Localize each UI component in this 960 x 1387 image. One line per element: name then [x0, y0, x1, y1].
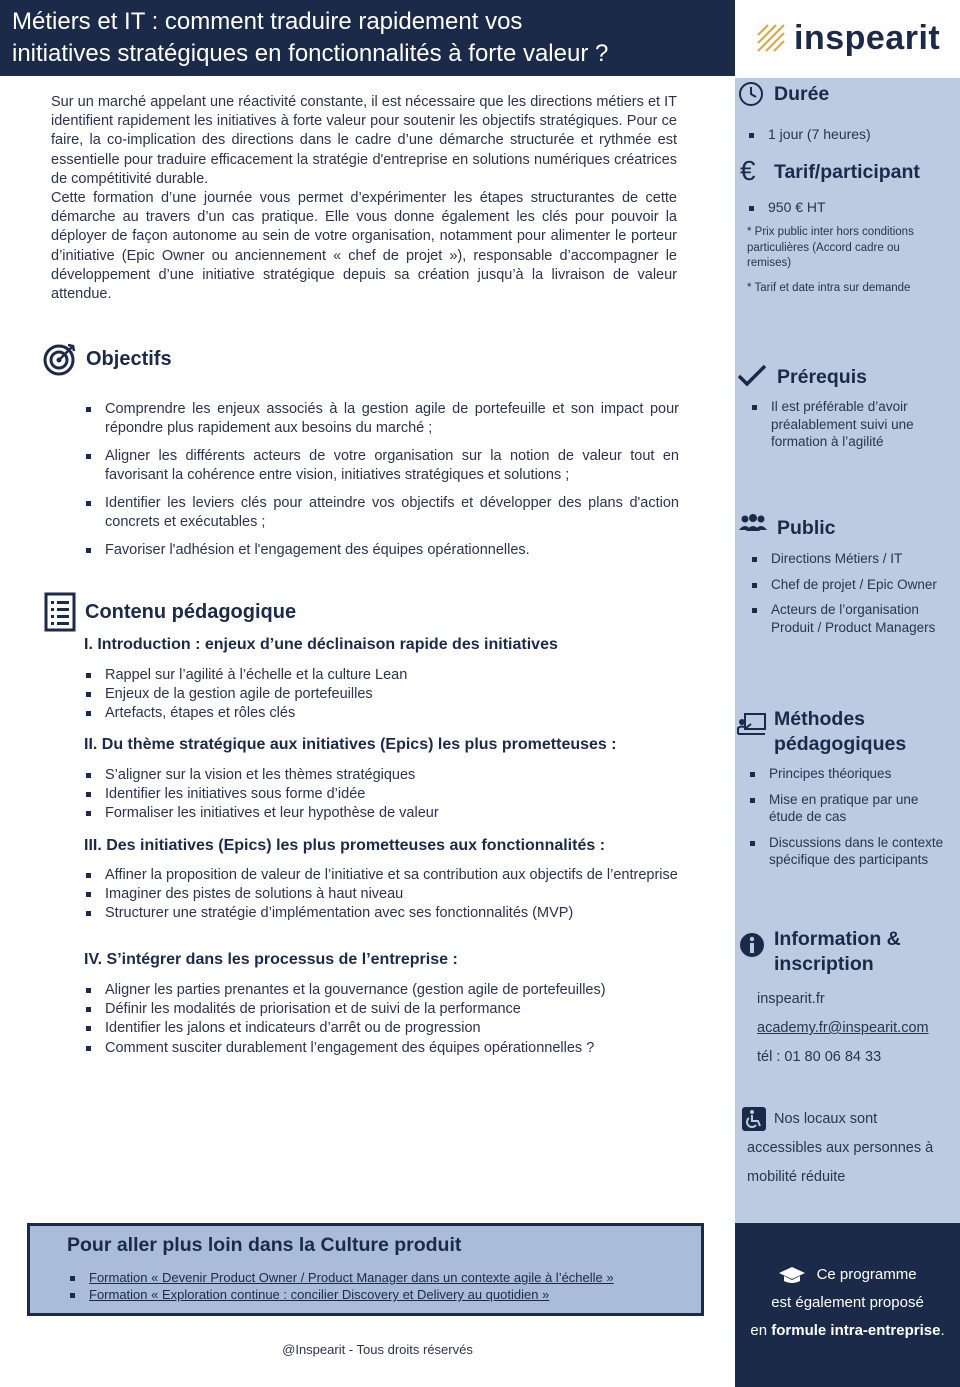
objectifs-heading [42, 341, 172, 377]
methodes-title-line1: Méthodes [774, 708, 866, 730]
contenu-heading [44, 592, 296, 632]
users-icon [738, 513, 768, 533]
access-text [747, 1105, 933, 1192]
list-item: Il est préférable d’avoir préalablement suivi une formation à l’agilité [749, 398, 939, 451]
tarif-list [746, 199, 946, 225]
part-4-title: IV. S’intégrer dans les processus de l’entreprise : [84, 951, 458, 968]
intro-text [51, 93, 677, 304]
list-item: Imaginer des pistes de solutions à haut niveau [83, 885, 679, 904]
logo-text: inspearit [794, 18, 941, 57]
list-item: 950 € HT [746, 199, 946, 217]
phone-number: tél : 01 80 06 84 33 [757, 1049, 882, 1065]
intra-line-3: en formule intra-entreprise. [750, 1322, 945, 1339]
list-item: Rappel sur l’agilité à l’échelle et la culture Lean [83, 666, 679, 685]
list-item: Principes théoriques [747, 765, 947, 783]
list-item: Comment susciter durablement l’engagement des équipes opérationnelles ? [83, 1039, 679, 1058]
list-item: S’aligner sur la vision et les thèmes stratégiques [83, 766, 679, 785]
part-2-title: II. Du thème stratégique aux initiatives (Epics) les plus prometteuses : [84, 736, 617, 753]
public-list [749, 550, 954, 644]
access-line-3: mobilité réduite [747, 1169, 846, 1185]
part-4-list [83, 981, 679, 1058]
list-item: Identifier les initiatives sous forme d’idée [83, 785, 679, 804]
clock-icon [738, 81, 764, 107]
list-item: Acteurs de l’organisation Produit / Product Managers [749, 601, 954, 636]
public-title: Public [777, 517, 836, 539]
list-item: Artefacts, étapes et rôles clés [83, 704, 679, 723]
list-item: Favoriser l'adhésion et l'engagement des équipes opérationnelles. [83, 541, 679, 560]
checklist-icon [44, 592, 76, 632]
logo-mark-icon [756, 23, 786, 53]
list-item [67, 1269, 614, 1286]
page-title-line1: Métiers et IT : comment traduire rapidement vos [12, 8, 523, 35]
intra-line-2: est également proposé [771, 1294, 924, 1311]
list-item: Formaliser les initiatives et leur hypothèse de valeur [83, 804, 679, 823]
list-item: Définir les modalités de priorisation et de suivi de la performance [83, 1000, 679, 1019]
part-3-title: III. Des initiatives (Epics) les plus prometteuses aux fonctionnalités : [84, 837, 606, 854]
objectifs-title: Objectifs [86, 347, 172, 370]
prerequis-title: Prérequis [777, 366, 867, 388]
inspearit-logo[interactable] [756, 18, 946, 58]
list-item [67, 1286, 614, 1303]
info-contact [757, 985, 929, 1072]
list-item: Aligner les parties prenantes et la gouvernance (gestion agile de portefeuilles) [83, 981, 679, 1000]
list-item: Chef de projet / Epic Owner [749, 576, 954, 594]
contenu-title: Contenu pédagogique [85, 600, 297, 623]
duree-title: Durée [774, 83, 830, 105]
list-item: Affiner la proposition de valeur de l’initiative et sa contribution aux objectifs de l’entreprise [83, 866, 679, 885]
part-2-list [83, 766, 679, 824]
euro-icon: € [740, 155, 756, 186]
methodes-title [774, 707, 906, 757]
teaching-board-icon [737, 712, 767, 736]
access-line-1: Nos locaux sont [774, 1111, 878, 1127]
list-item: Aligner les différents acteurs de votre organisation sur la notion de valeur tout en favorisant la cohérence entre vision, initiatives stratégiques et solutions ; [83, 447, 679, 485]
website-link[interactable]: inspearit.fr [757, 991, 825, 1007]
formation-link-product-owner[interactable]: Formation « Devenir Product Owner / Product Manager dans un contexte agile à l’échelle » [89, 1270, 614, 1285]
info-title [774, 927, 901, 977]
list-item: Identifier les leviers clés pour atteindre vos objectifs et développer des plans d'action concrets et exécutables ; [83, 494, 679, 532]
objectifs-list [83, 400, 679, 569]
list-item: Identifier les jalons et indicateurs d’arrêt ou de progression [83, 1019, 679, 1038]
tarif-note-2: * Tarif et date intra sur demande [747, 282, 911, 294]
access-line-2: accessibles aux personnes à [747, 1140, 934, 1156]
part-1-title: I. Introduction : enjeux d’une déclinaison rapide des initiatives [84, 636, 558, 653]
list-item: 1 jour (7 heures) [746, 126, 946, 144]
methodes-title-line2: pédagogiques [774, 733, 907, 755]
intra-box [735, 1223, 960, 1387]
part-3-list [83, 866, 679, 924]
target-icon [42, 341, 78, 377]
duree-list [746, 126, 946, 152]
checkmark-icon [737, 364, 767, 388]
graduation-cap-icon [778, 1265, 806, 1285]
list-item: Comprendre les enjeux associés à la gestion agile de portefeuille et son impact pour répondre plus rapidement aux besoins du marché ; [83, 400, 679, 438]
footer-copyright: @Inspearit - Tous droits réservés [282, 1342, 473, 1357]
list-item: Enjeux de la gestion agile de portefeuilles [83, 685, 679, 704]
methodes-list [747, 765, 947, 877]
page-header [0, 0, 735, 76]
list-item: Directions Métiers / IT [749, 550, 954, 568]
further-reading-title: Pour aller plus loin dans la Culture produit [67, 1234, 462, 1256]
further-reading-box [27, 1223, 704, 1316]
email-link[interactable]: academy.fr@inspearit.com [757, 1020, 929, 1036]
list-item: Structurer une stratégie d’implémentation avec ses fonctionnalités (MVP) [83, 904, 679, 923]
prerequis-list [749, 398, 939, 459]
tarif-title: Tarif/participant [774, 161, 920, 183]
part-1-list [83, 666, 679, 724]
tarif-note-1: * Prix public inter hors conditions particulières (Accord cadre ou remises) [747, 226, 914, 269]
list-item: Discussions dans le contexte spécifique des participants [747, 834, 947, 869]
info-icon [739, 932, 765, 958]
info-title-line1: Information & [774, 928, 901, 950]
intra-line-1: Ce programme [735, 1261, 960, 1289]
info-title-line2: inscription [774, 953, 874, 975]
page-title-line2: initiatives stratégiques en fonctionnalités à forte valeur ? [12, 40, 609, 67]
list-item: Mise en pratique par une étude de cas [747, 791, 947, 826]
formation-link-exploration[interactable]: Formation « Exploration continue : concilier Discovery et Delivery au quotidien » [89, 1287, 550, 1302]
further-reading-list [67, 1269, 614, 1303]
intro-paragraph-2: Cette formation d’une journée vous permet d’expérimenter les étapes structurantes de cette démarche au travers d’un cas pratique. Elle vous donne également les clés pour pouvoir la déployer de façon autonome au sein de votre organisation, notamment pour alimenter le porteur d’initiative (Epic Owner ou anciennement « chef de projet »), responsable d’accompagner le développement d’une initiative stratégique depuis sa création jusqu’à la livraison de valeur attendue. [51, 190, 677, 303]
intro-paragraph-1: Sur un marché appelant une réactivité constante, il est nécessaire que les directions métiers et IT identifient rapidement les initiatives à forte valeur pour soutenir les objectifs stratégiques. Pour ce faire, la co-implication des directions dans le cadre d’une démarche structurée et rythmée est essentielle pour traduire efficacement la stratégie d'entreprise en solutions numériques créatrices de compétitivité durable. [51, 94, 677, 187]
